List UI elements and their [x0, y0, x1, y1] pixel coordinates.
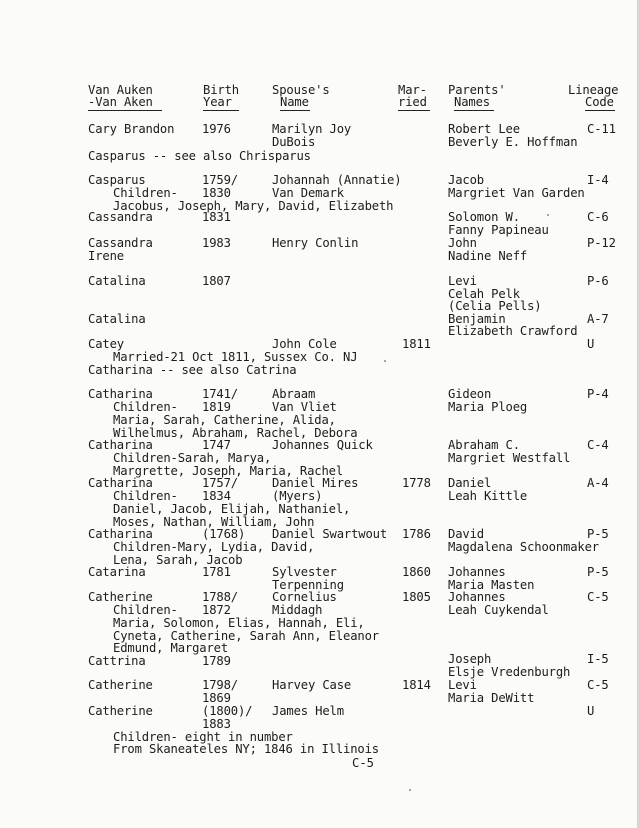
scan-speck	[547, 214, 549, 216]
entry-married-year: 1805	[402, 590, 431, 604]
header-lineage-underline	[585, 110, 615, 111]
entry-birth-year: 1983	[202, 236, 231, 250]
entry-name: Cattrina	[88, 654, 146, 668]
entry-lineage-code: I-5	[587, 652, 609, 666]
entry-name: Catharina	[88, 438, 153, 452]
entry-birth-year: 1834	[202, 489, 231, 503]
entry-lineage-code: C-11	[587, 122, 616, 136]
entry-note: Moses, Nathan, William, John	[113, 515, 315, 529]
entry-lineage-code: I-4	[587, 173, 609, 187]
entry-married-year: 1786	[402, 527, 431, 541]
entry-children-label: Children-	[113, 400, 178, 414]
entry-lineage-code: P-5	[587, 565, 609, 579]
entry-birth-year: 1819	[202, 400, 231, 414]
entry-name: Catherine	[88, 590, 153, 604]
entry-married-year: 1814	[402, 678, 431, 692]
entry-name: Catalina	[88, 312, 146, 326]
entry-note: Lena, Sarah, Jacob	[113, 553, 243, 567]
entry-birth-year: 1781	[202, 565, 231, 579]
entry-birth-year: (1800)/	[202, 704, 253, 718]
entry-lineage-code: C-6	[587, 210, 609, 224]
entry-parents: Levi	[448, 274, 477, 288]
entry-spouse: Johannah (Annatie)	[272, 173, 402, 187]
entry-children-label: Children-	[113, 186, 178, 200]
entry-spouse: Terpenning	[272, 578, 344, 592]
entry-spouse: Marilyn Joy	[272, 122, 352, 136]
entry-parents: Johannes	[448, 565, 506, 579]
entry-married-year: 1778	[402, 476, 431, 490]
entry-parents: Johannes	[448, 590, 506, 604]
entry-spouse: Middagh	[272, 603, 323, 617]
entry-name: Cassandra	[88, 210, 153, 224]
entry-name: Catherine	[88, 704, 153, 718]
entry-note: Cyneta, Catherine, Sarah Ann, Eleanor	[113, 629, 379, 643]
entry-married-year: 1811	[402, 337, 431, 351]
header-name-line2: -Van Aken	[88, 95, 153, 109]
entry-birth-year: 1883	[202, 717, 231, 731]
entry-birth-year: 1747	[202, 438, 231, 452]
header-parents-line2: Names	[454, 95, 490, 109]
entry-parents: Benjamin	[448, 312, 506, 326]
entry-parents: Maria Masten	[448, 578, 535, 592]
header-lineage-line2: Code	[585, 95, 614, 109]
entry-note: Daniel, Jacob, Elijah, Nathaniel,	[113, 502, 351, 516]
entry-lineage-code: P-6	[587, 274, 609, 288]
entry-birth-year: 1830	[202, 186, 231, 200]
entry-name: Catharina	[88, 476, 153, 490]
header-birth-line1: Birth	[203, 83, 239, 97]
entry-parents: Fanny Papineau	[448, 223, 549, 237]
entry-birth-year: (1768)	[202, 527, 246, 541]
entry-children-label: Children-	[113, 603, 178, 617]
entry-parents: Gideon	[448, 387, 492, 401]
entry-note: Edmund, Margaret	[113, 641, 228, 655]
header-lineage-line1: Lineage	[568, 83, 619, 97]
entry-birth-year: 1757/	[202, 476, 238, 490]
entry-birth-year: 1807	[202, 274, 231, 288]
entry-note: Catharina -- see also Catrina	[88, 363, 297, 377]
entry-note: Maria, Solomon, Elias, Hannah, Eli,	[113, 616, 365, 630]
entry-lineage-code: P-4	[587, 387, 609, 401]
entry-spouse: DuBois	[272, 135, 316, 149]
entry-parents: Joseph	[448, 652, 492, 666]
entry-spouse: Daniel Mires	[272, 476, 359, 490]
page-number: C-5	[352, 756, 375, 770]
entry-married-year: 1860	[402, 565, 431, 579]
entry-birth-year: 1789	[202, 654, 231, 668]
entry-lineage-code: C-4	[587, 438, 609, 452]
entry-parents: Daniel	[448, 476, 492, 490]
entry-birth-year: 1759/	[202, 173, 238, 187]
entry-note: Margrette, Joseph, Maria, Rachel	[113, 464, 343, 478]
entry-spouse: Johannes Quick	[272, 438, 373, 452]
entry-parents: Margriet Van Garden	[448, 186, 585, 200]
header-spouse-line2: Name	[280, 95, 309, 109]
entry-parents: Jacob	[448, 173, 484, 187]
entry-parents: Robert Lee	[448, 122, 520, 136]
header-parents-line1: Parents'	[448, 83, 506, 97]
entry-note: Children- eight in number	[113, 730, 293, 744]
entry-spouse: Sylvester	[272, 565, 337, 579]
entry-name: Cassandra	[88, 236, 153, 250]
header-name-underline	[88, 110, 162, 111]
header-married-line1: Mar-	[398, 83, 427, 97]
entry-spouse: James Helm	[272, 704, 344, 718]
entry-name: Catey	[88, 337, 124, 351]
entry-lineage-code: C-5	[587, 590, 609, 604]
entry-spouse: Henry Conlin	[272, 236, 359, 250]
entry-spouse: (Myers)	[272, 489, 323, 503]
header-spouse-line1: Spouse's	[272, 83, 330, 97]
entry-parents: Levi	[448, 678, 477, 692]
entry-birth-year: 1741/	[202, 387, 238, 401]
scan-speck	[409, 789, 411, 791]
entry-parents: Celah Pelk	[448, 287, 520, 301]
entry-spouse: John Cole	[272, 337, 337, 351]
entry-note: Children-Sarah, Marya,	[113, 451, 272, 465]
entry-lineage-code: P-12	[587, 236, 616, 250]
entry-name: Catharina	[88, 527, 153, 541]
entry-name: Catharina	[88, 387, 153, 401]
entry-note: Children-Mary, Lydia, David,	[113, 540, 315, 554]
header-birth-underline	[203, 110, 239, 111]
header-married-line2: ried	[398, 95, 427, 109]
scan-speck	[384, 360, 386, 362]
entry-name: Cary Brandon	[88, 122, 175, 136]
entry-parents: Beverly E. Hoffman	[448, 135, 578, 149]
entry-parents: John	[448, 236, 477, 250]
header-parents-underline	[454, 110, 494, 111]
entry-spouse: Harvey Case	[272, 678, 352, 692]
header-name-line1: Van Auken	[88, 83, 153, 97]
header-birth-line2: Year	[203, 95, 232, 109]
entry-birth-year: 1831	[202, 210, 231, 224]
entry-parents: Nadine Neff	[448, 249, 528, 263]
entry-spouse: Abraam	[272, 387, 316, 401]
entry-parents: Solomon W.	[448, 210, 520, 224]
entry-lineage-code: U	[587, 704, 595, 718]
entry-note: Casparus -- see also Chrisparus	[88, 149, 311, 163]
entry-note: From Skaneateles NY; 1846 in Illinois	[113, 742, 379, 756]
entry-children-label: Children-	[113, 489, 178, 503]
entry-lineage-code: A-4	[587, 476, 609, 490]
entry-parents: Leah Cuykendal	[448, 603, 549, 617]
entry-lineage-code: P-5	[587, 527, 609, 541]
entry-note: Wilhelmus, Abraham, Rachel, Debora	[113, 426, 358, 440]
entry-parents: Magdalena Schoonmaker	[448, 540, 599, 554]
entry-spouse: Van Demark	[272, 186, 344, 200]
entry-parents: (Celia Pells)	[448, 299, 542, 313]
entry-note: Jacobus, Joseph, Mary, David, Elizabeth	[113, 199, 394, 213]
entry-note: Maria, Sarah, Catherine, Alida,	[113, 413, 336, 427]
entry-birth-year: 1976	[202, 122, 231, 136]
entry-spouse: Cornelius	[272, 590, 337, 604]
entry-parents: David	[448, 527, 484, 541]
entry-name: Casparus	[88, 173, 146, 187]
entry-parents: Abraham C.	[448, 438, 520, 452]
entry-name: Catarina	[88, 565, 146, 579]
header-spouse-underline	[280, 110, 310, 111]
entry-name: Catalina	[88, 274, 146, 288]
entry-name: Irene	[88, 249, 124, 263]
header-married-underline	[398, 110, 430, 111]
entry-lineage-code: C-5	[587, 678, 609, 692]
entry-note: Married-21 Oct 1811, Sussex Co. NJ	[113, 350, 358, 364]
entry-parents: Elizabeth Crawford	[448, 324, 578, 338]
entry-birth-year: 1798/	[202, 678, 238, 692]
entry-parents: Elsje Vredenburgh	[448, 665, 571, 679]
entry-lineage-code: U	[587, 337, 595, 351]
entry-parents: Leah Kittle	[448, 489, 528, 503]
entry-parents: Maria DeWitt	[448, 691, 535, 705]
entry-spouse: Daniel Swartwout	[272, 527, 387, 541]
entry-birth-year: 1788/	[202, 590, 238, 604]
entry-parents: Margriet Westfall	[448, 451, 571, 465]
entry-lineage-code: A-7	[587, 312, 609, 326]
entry-parents: Maria Ploeg	[448, 400, 528, 414]
entry-birth-year: 1869	[202, 691, 231, 705]
entry-name: Catherine	[88, 678, 153, 692]
entry-birth-year: 1872	[202, 603, 231, 617]
entry-spouse: Van Vliet	[272, 400, 337, 414]
